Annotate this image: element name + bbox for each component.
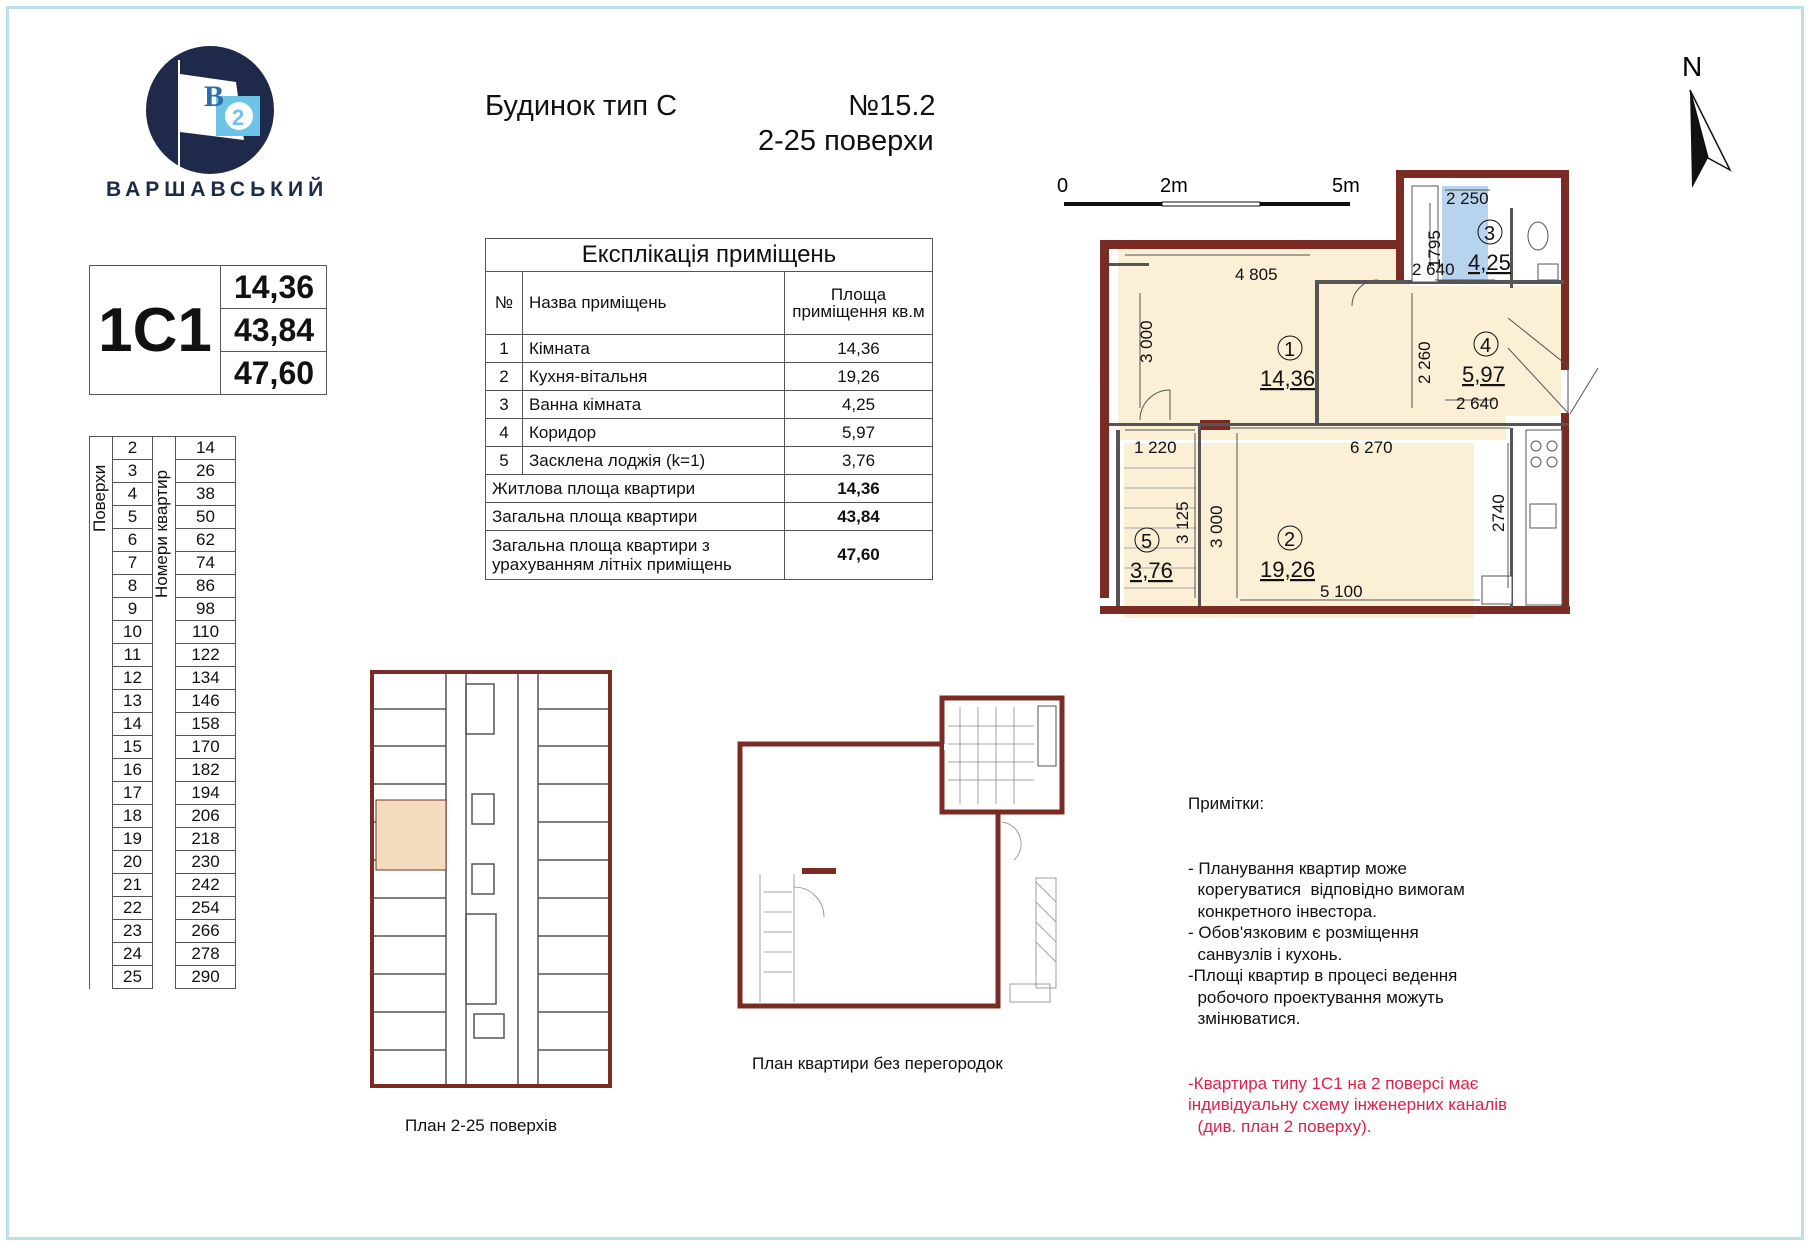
brand-name: ВАРШАВСЬКИЙ — [106, 178, 329, 201]
notes-block — [1188, 750, 1507, 1159]
floor-row — [90, 782, 236, 805]
floor-row — [90, 805, 236, 828]
floor-row — [90, 759, 236, 782]
floor-row — [90, 828, 236, 851]
brand-logo — [140, 40, 290, 180]
floor-row — [90, 736, 236, 759]
notes-title: Примітки: — [1188, 794, 1265, 813]
apartment-number: 134 — [176, 667, 236, 690]
dim-loggia-width: 1 220 — [1134, 438, 1177, 457]
explication-num: 3 — [486, 391, 523, 419]
explication-row — [486, 419, 933, 447]
note-line: санвузлів і кухонь. — [1188, 944, 1343, 964]
apartment-number: 266 — [176, 920, 236, 943]
floor-number: 5 — [113, 506, 153, 529]
dim-room1-height: 3 000 — [1137, 320, 1156, 363]
floor-plan-thumbnail — [368, 654, 616, 1094]
floor-row — [90, 690, 236, 713]
apartment-number: 50 — [176, 506, 236, 529]
explication-area: 14,36 — [785, 335, 933, 363]
scale-label-5m: 5m — [1332, 175, 1360, 197]
floors-label: Поверхи — [90, 464, 109, 532]
floor-row — [90, 437, 236, 460]
floor-number: 18 — [113, 805, 153, 828]
flag-pole — [178, 60, 180, 172]
apartment-number: 158 — [176, 713, 236, 736]
floor-number: 3 — [113, 460, 153, 483]
explication-name: Кімната — [523, 335, 785, 363]
explication-num: 4 — [486, 419, 523, 447]
note-line: робочого проектування можуть — [1188, 987, 1444, 1007]
floor-row — [90, 920, 236, 943]
apartment-number: 62 — [176, 529, 236, 552]
explication-total-row — [486, 475, 933, 503]
apartment-number: 110 — [176, 621, 236, 644]
total-label: Загальна площа квартири — [486, 503, 785, 531]
floor-number: 13 — [113, 690, 153, 713]
floor-row — [90, 713, 236, 736]
explication-area: 4,25 — [785, 391, 933, 419]
floor-number: 21 — [113, 874, 153, 897]
floor-number: 6 — [113, 529, 153, 552]
apartment-number: 278 — [176, 943, 236, 966]
apartment-number: 122 — [176, 644, 236, 667]
dim-bath-height: 1795 — [1425, 230, 1444, 268]
apartment-area-box — [89, 265, 327, 395]
note-line: - Планування квартир може — [1188, 858, 1407, 878]
floor-number: 22 — [113, 897, 153, 920]
dim-corridor-width: 2 640 — [1456, 394, 1499, 413]
floor-number: 7 — [113, 552, 153, 575]
floor-row — [90, 874, 236, 897]
col-name-header: Назва приміщень — [523, 272, 785, 335]
scale-label-2m: 2m — [1160, 175, 1188, 197]
apartment-number: 194 — [176, 782, 236, 805]
floor-row — [90, 897, 236, 920]
apartment-number: 98 — [176, 598, 236, 621]
apartment-number: 26 — [176, 460, 236, 483]
floor-row — [90, 851, 236, 874]
room4-number: 4 — [1480, 335, 1492, 357]
north-arrow-icon — [1668, 48, 1748, 198]
apartment-number: 290 — [176, 966, 236, 989]
col-area-header: Площа приміщення кв.м — [785, 272, 933, 335]
living-area-value: 14,36 — [221, 266, 327, 309]
apartment-number: 146 — [176, 690, 236, 713]
apartment-number: 242 — [176, 874, 236, 897]
explication-total-row — [486, 503, 933, 531]
note-line: - Обов'язковим є розміщення — [1188, 923, 1419, 942]
room2-number: 2 — [1284, 529, 1296, 551]
room4-area: 5,97 — [1462, 362, 1505, 387]
scale-label-0: 0 — [1057, 175, 1069, 197]
note-line-red: -Квартира типу 1С1 на 2 поверсі має — [1188, 1073, 1479, 1093]
note-line: корегуватися відповідно вимогам — [1188, 880, 1465, 899]
floor-row — [90, 621, 236, 644]
floor-number: 15 — [113, 736, 153, 759]
total-value: 47,60 — [785, 531, 933, 580]
explication-num: 1 — [486, 335, 523, 363]
room5-area: 3,76 — [1130, 558, 1173, 583]
total-label: Загальна площа квартири з урахуванням літніх приміщень — [486, 531, 785, 580]
floor-number: 2 — [113, 437, 153, 460]
explication-title: Експлікація приміщень — [485, 238, 933, 271]
note-line: -Площі квартир в процесі ведення — [1188, 966, 1458, 985]
total-value: 14,36 — [785, 475, 933, 503]
dim-kitchen-top: 6 270 — [1350, 438, 1393, 457]
room2-area: 19,26 — [1260, 557, 1316, 582]
explication-name: Коридор — [523, 419, 785, 447]
apartment-number: 218 — [176, 828, 236, 851]
apartment-number: 230 — [176, 851, 236, 874]
dim-room1-width: 4 805 — [1235, 265, 1278, 284]
building-type: Будинок тип С — [485, 90, 678, 122]
explication-area: 5,97 — [785, 419, 933, 447]
apartment-number: 14 — [176, 437, 236, 460]
room3-number: 3 — [1484, 223, 1496, 245]
explication-table — [485, 238, 933, 580]
dim-kitchen-height: 3 000 — [1207, 505, 1226, 548]
apartment-number: 170 — [176, 736, 236, 759]
floor-row — [90, 966, 236, 989]
apartment-number: 254 — [176, 897, 236, 920]
note-line-red: (див. план 2 поверху). — [1188, 1116, 1372, 1136]
floor-number: 17 — [113, 782, 153, 805]
apartment-number: 38 — [176, 483, 236, 506]
dim-kitchen-right: 2740 — [1489, 494, 1508, 532]
note-line-red: індивідуальну схему інженерних каналів — [1188, 1095, 1508, 1114]
apartment-number: 182 — [176, 759, 236, 782]
floor-number: 25 — [113, 966, 153, 989]
explication-area: 19,26 — [785, 363, 933, 391]
floor-row — [90, 598, 236, 621]
apartment-numbers-label: Номери квартир — [152, 469, 171, 598]
apartment-plan — [1100, 168, 1600, 628]
explication-name: Кухня-вітальня — [523, 363, 785, 391]
floor-number: 14 — [113, 713, 153, 736]
explication-row — [486, 391, 933, 419]
total-label: Житлова площа квартири — [486, 475, 785, 503]
floor-number: 23 — [113, 920, 153, 943]
apartment-number: 74 — [176, 552, 236, 575]
north-label: N — [1682, 51, 1703, 82]
room3-area: 4,25 — [1468, 250, 1511, 275]
dim-bath-bottom: 2 640 — [1412, 260, 1455, 279]
floor-number: 20 — [113, 851, 153, 874]
floor-number: 11 — [113, 644, 153, 667]
floor-number: 9 — [113, 598, 153, 621]
room5-number: 5 — [1141, 531, 1153, 553]
explication-total-row — [486, 531, 933, 580]
floor-number: 24 — [113, 943, 153, 966]
dim-kitchen-bottom: 5 100 — [1320, 582, 1363, 601]
col-number-header: № — [486, 272, 523, 335]
logo-letter: B — [204, 80, 225, 113]
room1-number: 1 — [1284, 339, 1296, 361]
floor-number: 16 — [113, 759, 153, 782]
apartment-number: 206 — [176, 805, 236, 828]
section-number: №15.2 — [848, 90, 936, 122]
floor-number: 12 — [113, 667, 153, 690]
floor-number: 10 — [113, 621, 153, 644]
apartment-code: 1С1 — [98, 295, 212, 365]
explication-row — [486, 363, 933, 391]
floor-row — [90, 943, 236, 966]
floor-number: 19 — [113, 828, 153, 851]
note-line: змінюватися. — [1188, 1009, 1301, 1028]
note-line: конкретного інвестора. — [1188, 901, 1377, 921]
floors-range: 2-25 поверхи — [758, 125, 934, 157]
explication-num: 2 — [486, 363, 523, 391]
apartment-number: 86 — [176, 575, 236, 598]
floor-number: 8 — [113, 575, 153, 598]
dim-bath-width: 2 250 — [1446, 189, 1489, 208]
total-area-value: 43,84 — [221, 309, 327, 352]
summer-area-value: 47,60 — [233, 354, 315, 391]
explication-row — [486, 335, 933, 363]
explication-name: Ванна кімната — [523, 391, 785, 419]
explication-name: Засклена лоджія (k=1) — [523, 447, 785, 475]
floor-plan-caption: План 2-25 поверхів — [405, 1116, 557, 1135]
floor-row — [90, 644, 236, 667]
dim-loggia-height: 3 125 — [1173, 501, 1192, 544]
open-plan-thumbnail — [734, 692, 1074, 1018]
total-value: 43,84 — [785, 503, 933, 531]
explication-row — [486, 447, 933, 475]
explication-num: 5 — [486, 447, 523, 475]
highlighted-apartment — [376, 800, 446, 870]
dim-corridor-height: 2 260 — [1415, 341, 1434, 384]
explication-area: 3,76 — [785, 447, 933, 475]
floor-row — [90, 667, 236, 690]
room1-area: 14,36 — [1260, 366, 1316, 391]
open-plan-caption: План квартири без перегородок — [752, 1054, 1003, 1073]
floor-number: 4 — [113, 483, 153, 506]
logo-number: 2 — [232, 105, 245, 130]
